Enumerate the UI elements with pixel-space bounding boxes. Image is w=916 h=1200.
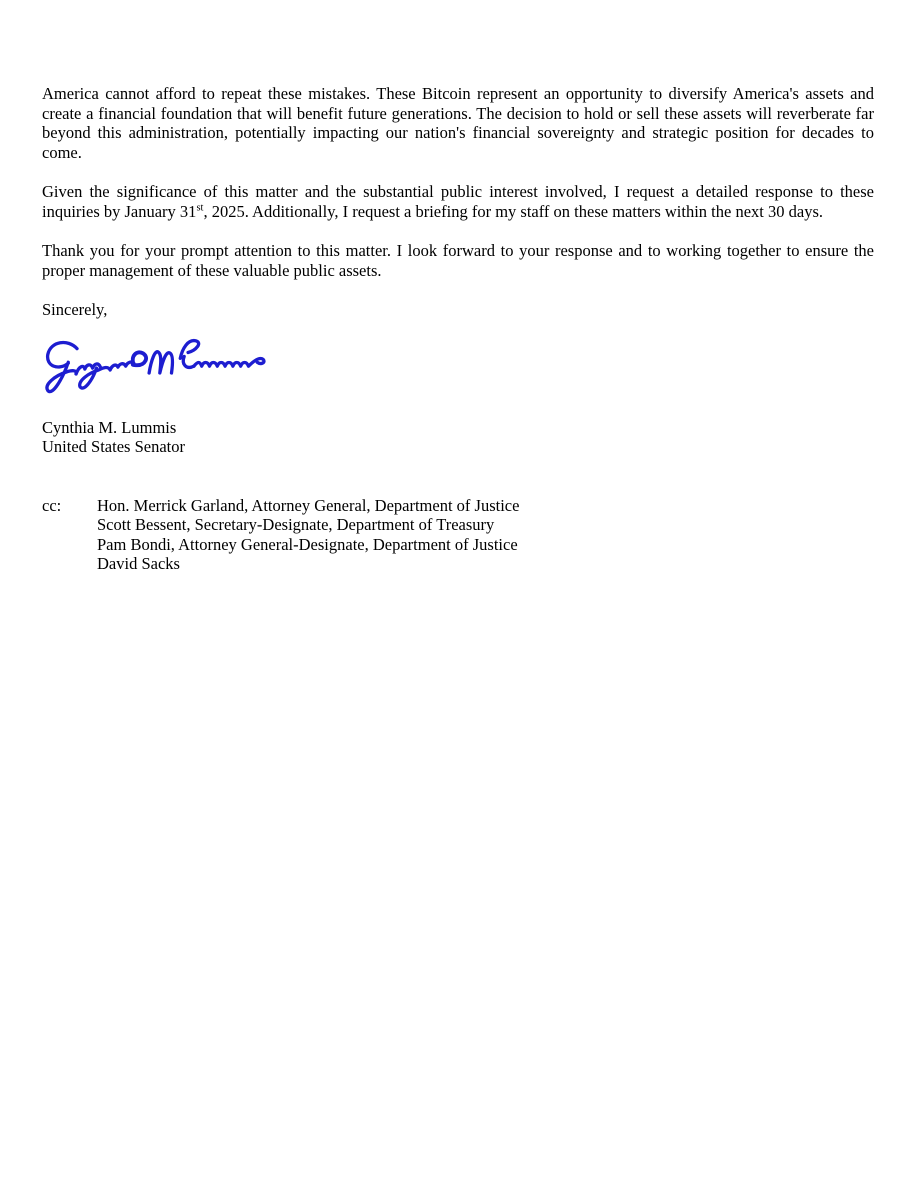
- signer-name: Cynthia M. Lummis: [42, 417, 177, 437]
- paragraph-response-deadline-text-cont: , 2025. Additionally, I request a briefing for my staff on these matters within the next 30 days.: [203, 201, 823, 221]
- cc-block: [42, 496, 874, 574]
- letter-body: [42, 84, 874, 574]
- cc-label: cc:: [42, 495, 62, 515]
- cc-entry-david-sacks: David Sacks: [97, 554, 180, 573]
- closing-salutation: Sincerely,: [42, 300, 108, 319]
- paragraph-thank-you: Thank you for your prompt attention to this matter. I look forward to your response and to working together to ensure the proper management of these valuable public assets.: [42, 241, 874, 280]
- signature-block: [42, 332, 874, 418]
- signer-title: United States Senator: [42, 437, 185, 456]
- handwritten-signature-image: [40, 332, 266, 412]
- cc-entry-scott-bessent: Scott Bessent, Secretary-Designate, Department of Treasury: [97, 515, 495, 534]
- cc-entries: [97, 496, 519, 574]
- ordinal-superscript: st: [196, 202, 204, 213]
- cc-entry-pam-bondi: Pam Bondi, Attorney General-Designate, Department of Justice: [97, 534, 518, 554]
- paragraph-response-deadline: [42, 182, 874, 221]
- paragraph-response-deadline-text: Given the significance of this matter and the substantial public interest involved, I request a detailed response to these inquiries by January 31: [42, 182, 874, 221]
- cc-entry-merrick-garland: Hon. Merrick Garland, Attorney General, Department of Justice: [97, 495, 520, 515]
- paragraph-bitcoin-opportunity: America cannot afford to repeat these mistakes. These Bitcoin represent an opportunity to diversify America's assets and create a financial foundation that will benefit future generations. The decision to hold or sell these assets will reverberate far beyond this administration, potentially impacting our nation's financial sovereignty and strategic position for decades to come.: [42, 84, 874, 162]
